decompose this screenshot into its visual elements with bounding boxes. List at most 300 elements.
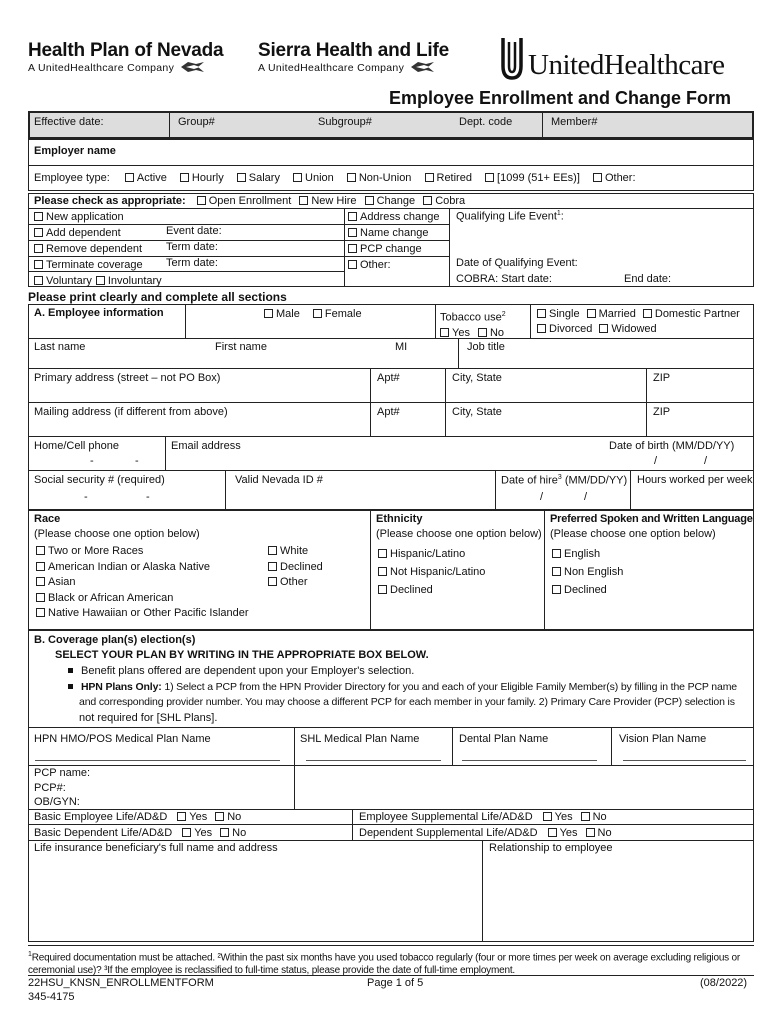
- bullet-icon: [68, 684, 73, 689]
- phone-label[interactable]: Home/Cell phone: [34, 440, 119, 452]
- supp-emp-no-checkbox[interactable]: [581, 811, 607, 823]
- type-label: Salary: [248, 172, 280, 184]
- type-label: Hourly: [191, 172, 224, 184]
- option-label: Address change: [360, 211, 440, 223]
- divider: [458, 338, 459, 368]
- effective-date-label[interactable]: Effective date:: [34, 116, 104, 128]
- checkbox-icon: [552, 549, 561, 558]
- footnote-mark: 3: [557, 474, 562, 481]
- checkbox-icon: [440, 328, 449, 337]
- option-label: Remove dependent: [46, 243, 143, 255]
- checkbox-icon: [643, 309, 652, 318]
- checkbox-icon: [182, 828, 191, 837]
- checkbox-icon: [36, 546, 45, 555]
- gender-group: [264, 308, 362, 320]
- ssn-dash: -: [84, 491, 88, 503]
- footnote-line-2: ceremonial use)? ³If the employee is reclassified to full-time status, please provide the date of full-time employment.: [28, 965, 515, 977]
- checkbox-icon: [548, 828, 557, 837]
- checkbox-icon: [378, 567, 387, 576]
- term-date-label-2[interactable]: Term date:: [166, 257, 218, 269]
- checkbox-icon: [537, 309, 546, 318]
- option-label: Terminate coverage: [46, 259, 143, 271]
- qualifying-event-text: Qualifying Life Event: [456, 210, 557, 223]
- divider: [344, 208, 345, 287]
- pcp-name-label[interactable]: PCP name:: [34, 767, 91, 779]
- ssn-label[interactable]: Social security # (required): [34, 474, 165, 486]
- pcp-block: [34, 766, 90, 810]
- race-title: Race: [34, 513, 61, 525]
- checkbox-icon: [478, 328, 487, 337]
- hire-date-label[interactable]: [501, 474, 627, 487]
- option-label: No: [489, 326, 505, 339]
- employer-name-label[interactable]: Employer name: [34, 145, 116, 157]
- hpn-logo-sub: A UnitedHealthcare Company: [28, 62, 175, 74]
- type-label: Other:: [604, 172, 636, 184]
- hire-slash: /: [584, 491, 588, 503]
- divider: [370, 510, 371, 630]
- option-label: New application: [46, 211, 124, 223]
- footnotes: [28, 948, 754, 977]
- checkbox-icon: [586, 828, 595, 837]
- option-label: Declined: [390, 584, 433, 596]
- zip-label-2[interactable]: ZIP: [653, 406, 671, 418]
- terminate-coverage-checkbox[interactable]: [34, 257, 162, 273]
- race-declined-checkbox[interactable]: [268, 560, 323, 576]
- option-label: Open Enrollment: [208, 195, 292, 207]
- job-title-label[interactable]: Job title: [467, 341, 505, 353]
- obgyn-label[interactable]: OB/GYN:: [34, 796, 80, 808]
- language-option-checkbox[interactable]: [552, 545, 623, 563]
- race-right-list: [268, 544, 323, 591]
- option-label: Other:: [360, 259, 391, 271]
- divider: [28, 470, 754, 471]
- type-salary-checkbox[interactable]: [237, 172, 290, 184]
- phone-dash: -: [90, 455, 94, 467]
- option-label: Voluntary: [46, 275, 92, 287]
- end-date-label[interactable]: End date:: [624, 273, 672, 285]
- checkbox-icon: [36, 577, 45, 586]
- divider: [185, 304, 186, 338]
- type-label: [1099 (51+ EEs)]: [497, 172, 580, 184]
- option-label: No: [597, 826, 612, 839]
- divider: [28, 765, 754, 766]
- language-option-checkbox[interactable]: [552, 563, 623, 581]
- shl-plan-label[interactable]: SHL Medical Plan Name: [300, 733, 420, 745]
- hire-slash: /: [540, 491, 544, 503]
- checkbox-icon: [552, 585, 561, 594]
- checkbox-icon: [268, 577, 277, 586]
- ethnicity-sub: (Please choose one option below): [376, 528, 542, 540]
- checkbox-icon: [423, 196, 432, 205]
- checkbox-icon: [34, 212, 43, 221]
- cobra-checkbox[interactable]: [423, 195, 465, 207]
- apt-label-2[interactable]: Apt#: [377, 406, 400, 418]
- form-code: 345-4175: [28, 991, 75, 1003]
- change-checkbox[interactable]: [365, 195, 421, 207]
- supp-life-block: [359, 810, 612, 841]
- race-other-checkbox[interactable]: [268, 575, 323, 591]
- involuntary-checkbox[interactable]: [96, 275, 162, 287]
- form-title: Employee Enrollment and Change Form: [389, 88, 732, 108]
- checkbox-icon: [215, 812, 224, 821]
- tobacco-group: [440, 307, 506, 341]
- footnote-mark: 1: [556, 210, 561, 217]
- footnote-mark: 2: [501, 311, 506, 318]
- other-change-checkbox[interactable]: [348, 257, 440, 273]
- single-checkbox[interactable]: [537, 308, 587, 320]
- zip-label[interactable]: ZIP: [653, 372, 671, 384]
- city-state-label[interactable]: City, State: [452, 372, 502, 384]
- checkbox-icon: [180, 173, 189, 182]
- checkbox-icon: [293, 173, 302, 182]
- checkbox-icon: [365, 196, 374, 205]
- checkbox-icon: [425, 173, 434, 182]
- form-date: (08/2022): [700, 977, 748, 989]
- subgroup-label[interactable]: Subgroup#: [318, 116, 372, 128]
- ethnicity-list: [378, 545, 485, 599]
- checkbox-icon: [313, 309, 322, 318]
- check-middle-list: [348, 209, 440, 273]
- pcp-number-label[interactable]: PCP#:: [34, 781, 66, 794]
- option-label: Asian: [48, 576, 76, 588]
- option-label: Domestic Partner: [654, 308, 740, 320]
- divider: [28, 338, 754, 339]
- type-active-checkbox[interactable]: [125, 172, 177, 184]
- basic-emp-no-checkbox[interactable]: [215, 811, 241, 823]
- shl-logo-sub: A UnitedHealthcare Company: [258, 62, 405, 74]
- option-label: Name change: [360, 227, 429, 239]
- dob-slash: /: [654, 455, 658, 467]
- option-label: Yes: [194, 826, 213, 839]
- option-label: Other: [280, 576, 308, 588]
- option-label: Declined: [280, 560, 323, 573]
- primary-address-label[interactable]: Primary address (street – not PO Box): [34, 372, 221, 384]
- checkbox-icon: [268, 562, 277, 571]
- hours-label[interactable]: Hours worked per week: [637, 474, 753, 486]
- checkbox-icon: [348, 260, 357, 269]
- basic-dep-no-checkbox[interactable]: [220, 827, 246, 839]
- ethnicity-option-checkbox[interactable]: [378, 563, 485, 581]
- type-label: Non-Union: [358, 172, 412, 184]
- ethnicity-option-checkbox[interactable]: [378, 545, 485, 563]
- male-checkbox[interactable]: [264, 308, 310, 320]
- divider: [28, 402, 754, 403]
- language-title: Preferred Spoken and Written Language: [550, 513, 753, 525]
- footnote-line-1: Required documentation must be attached. ²Within the past six months have you used tobacco regularly (four or more times per week on average excluding religious or: [31, 952, 741, 964]
- check-label: Please check as appropriate:: [34, 195, 186, 207]
- divider: [542, 113, 543, 137]
- checkbox-icon: [552, 567, 561, 576]
- checkbox-icon: [237, 173, 246, 182]
- married-checkbox[interactable]: [587, 308, 643, 320]
- employee-type-row: [34, 172, 636, 184]
- shl-plan-field[interactable]: [306, 760, 441, 761]
- nv-id-label[interactable]: Valid Nevada ID #: [235, 474, 323, 486]
- check-left-list: [34, 209, 162, 289]
- divider: [165, 436, 166, 470]
- ssn-dash: -: [146, 491, 150, 503]
- checkbox-icon: [378, 549, 387, 558]
- option-label: Male: [276, 308, 300, 320]
- option-label: Involuntary: [107, 275, 162, 287]
- voluntary-checkbox[interactable]: [34, 275, 96, 287]
- apt-label[interactable]: Apt#: [377, 372, 400, 384]
- checkbox-icon: [220, 828, 229, 837]
- first-name-label[interactable]: First name: [215, 341, 267, 353]
- last-name-label[interactable]: Last name: [34, 341, 86, 353]
- checkbox-icon: [197, 196, 206, 205]
- race-option-checkbox[interactable]: [36, 606, 249, 622]
- checkbox-icon: [348, 244, 357, 253]
- option-label: Yes: [559, 826, 578, 839]
- hpn-plan-field[interactable]: [35, 760, 280, 761]
- option-label: Yes: [452, 326, 470, 339]
- checkbox-icon: [348, 228, 357, 237]
- vision-plan-label[interactable]: Vision Plan Name: [619, 733, 707, 745]
- option-label: Widowed: [611, 323, 657, 335]
- vision-plan-field[interactable]: [623, 760, 746, 761]
- option-label: Divorced: [549, 323, 593, 335]
- checkbox-icon: [125, 173, 134, 182]
- name-change-checkbox[interactable]: [348, 225, 440, 241]
- hpn-logo: [28, 40, 223, 74]
- checkbox-icon: [36, 608, 45, 617]
- type-other-checkbox[interactable]: [593, 172, 636, 184]
- check-header: [28, 193, 465, 209]
- tobacco-no-checkbox[interactable]: [478, 327, 504, 339]
- tobacco-yes-checkbox[interactable]: [440, 327, 478, 339]
- checkbox-icon: [485, 173, 494, 182]
- checkbox-icon: [177, 812, 186, 821]
- section-a-title: A. Employee information: [34, 307, 164, 319]
- divider: [169, 113, 170, 137]
- domestic-partner-checkbox[interactable]: [643, 308, 740, 320]
- divider: [28, 945, 754, 946]
- new-hire-checkbox[interactable]: [299, 195, 361, 207]
- checkbox-icon: [347, 173, 356, 182]
- print-instruction: Please print clearly and complete all sections: [28, 290, 287, 304]
- form-id: 22HSU_KNSN_ENROLLMENTFORM: [28, 977, 214, 989]
- hire-text: Date of hire: [501, 474, 558, 487]
- divider: [352, 809, 353, 840]
- checkbox-icon: [34, 260, 43, 269]
- shl-logo-title: Sierra Health and Life: [258, 40, 449, 61]
- checkbox-icon: [34, 244, 43, 253]
- dental-plan-field[interactable]: [462, 760, 597, 761]
- option-label: New Hire: [311, 195, 357, 207]
- bullet-2-cont: and corresponding provider number. You may choose a different PCP for each member in your family. 2) Primary Care Provider (PCP) selection is: [79, 696, 735, 708]
- bullet-text: 1) Select a PCP from the HPN Provider Directory for you and each of your Eligible Family Member(s) by filling in the PCP name: [161, 680, 737, 693]
- bullet-bold: HPN Plans Only:: [81, 680, 162, 693]
- section-b-title: B. Coverage plan(s) election(s): [34, 634, 196, 646]
- relationship-label[interactable]: Relationship to employee: [489, 842, 613, 854]
- checkbox-icon: [599, 324, 608, 333]
- add-dependent-checkbox[interactable]: [34, 225, 162, 241]
- type-label: Active: [136, 172, 167, 184]
- checkbox-icon: [96, 276, 105, 285]
- footnote-mark: 1: [28, 951, 32, 958]
- page-number: Page 1 of 5: [367, 977, 424, 989]
- divider: [495, 470, 496, 510]
- divider: [452, 727, 453, 765]
- bullet-text: Benefit plans offered are dependent upon your Employer's selection.: [81, 665, 415, 677]
- type-label: Retired: [436, 172, 472, 184]
- remove-dependent-checkbox[interactable]: [34, 241, 162, 257]
- race-option-checkbox[interactable]: [36, 560, 249, 576]
- hire-format: (MM/DD/YY): [564, 474, 628, 487]
- checkbox-icon: [581, 812, 590, 821]
- open-enrollment-checkbox[interactable]: [197, 195, 297, 207]
- option-label: Yes: [554, 811, 573, 823]
- dental-plan-label[interactable]: Dental Plan Name: [459, 733, 549, 745]
- checkbox-icon: [587, 309, 596, 318]
- dob-slash: /: [704, 455, 708, 467]
- checkbox-icon: [537, 324, 546, 333]
- checkbox-icon: [34, 228, 43, 237]
- marital-group: [537, 307, 740, 337]
- type-nonunion-checkbox[interactable]: [347, 172, 422, 184]
- race-sub: (Please choose one option below): [34, 528, 200, 540]
- option-label: Black or African American: [48, 591, 174, 604]
- race-option-checkbox[interactable]: [36, 591, 249, 607]
- option-label: No: [227, 811, 242, 823]
- divider: [449, 208, 450, 287]
- member-label[interactable]: Member#: [551, 116, 598, 128]
- option-label: Hispanic/Latino: [390, 548, 466, 560]
- language-option-checkbox[interactable]: [552, 581, 623, 599]
- option-label: Cobra: [435, 195, 466, 207]
- type-hourly-checkbox[interactable]: [180, 172, 234, 184]
- divider: [28, 436, 754, 437]
- term-date-label[interactable]: Term date:: [166, 241, 218, 253]
- divider: [225, 470, 226, 510]
- employee-type-label: Employee type:: [34, 172, 110, 184]
- divider: [28, 165, 754, 166]
- bullet-1: [68, 664, 737, 680]
- divider: [544, 510, 545, 630]
- hpn-plan-label[interactable]: HPN HMO/POS Medical Plan Name: [34, 733, 211, 745]
- basic-dependent-life-label: Basic Dependent Life/AD&D: [34, 826, 173, 839]
- section-b-instruction: SELECT YOUR PLAN BY WRITING IN THE APPROPRIATE BOX BELOW.: [55, 649, 429, 661]
- option-label: Not Hispanic/Latino: [390, 566, 486, 578]
- race-option-checkbox[interactable]: [36, 544, 249, 560]
- option-label: Declined: [564, 584, 607, 596]
- uhc-wave-icon: [410, 61, 436, 73]
- race-left-list: [36, 544, 249, 622]
- cobra-start-label[interactable]: COBRA: Start date:: [456, 273, 552, 285]
- divider: [482, 840, 483, 942]
- ethnicity-title: Ethnicity: [376, 513, 423, 525]
- shl-logo: [258, 40, 449, 74]
- date-qualifying-label[interactable]: Date of Qualifying Event:: [456, 257, 578, 269]
- city-state-label-2[interactable]: City, State: [452, 406, 502, 418]
- option-label: White: [280, 545, 309, 557]
- widowed-checkbox[interactable]: [599, 323, 656, 335]
- pcp-change-checkbox[interactable]: [348, 241, 440, 257]
- supp-dep-no-checkbox[interactable]: [586, 827, 612, 839]
- option-label: Married: [598, 308, 636, 320]
- divider: [294, 727, 295, 809]
- option-label: PCP change: [360, 243, 422, 255]
- phone-dash: -: [135, 455, 139, 467]
- basic-dep-yes-checkbox[interactable]: [182, 827, 220, 839]
- checkbox-icon: [348, 212, 357, 221]
- option-label: Non English: [564, 566, 624, 578]
- type-union-checkbox[interactable]: [293, 172, 344, 184]
- divider: [28, 975, 754, 976]
- beneficiary-label[interactable]: Life insurance beneficiary's full name and address: [34, 842, 278, 854]
- checkbox-icon: [543, 812, 552, 821]
- supp-dep-yes-checkbox[interactable]: [548, 827, 586, 839]
- dob-label[interactable]: Date of birth (MM/DD/YY): [609, 440, 735, 452]
- option-label: No: [232, 826, 247, 839]
- checkbox-icon: [593, 173, 602, 182]
- hpn-logo-title: Health Plan of Nevada: [28, 40, 224, 61]
- language-list: [552, 545, 623, 599]
- divider: [435, 304, 436, 338]
- divider: [530, 304, 531, 338]
- mailing-address-label[interactable]: Mailing address (if different from above): [34, 406, 228, 418]
- group-label[interactable]: Group#: [178, 116, 215, 128]
- divider: [28, 727, 754, 728]
- type-1099-checkbox[interactable]: [485, 172, 590, 184]
- address-change-checkbox[interactable]: [348, 209, 440, 225]
- top-row-box: [28, 111, 754, 139]
- option-label: Native Hawaiian or Other Pacific Islander: [48, 607, 249, 619]
- supp-employee-life-label: Employee Supplemental Life/AD&D: [359, 811, 533, 823]
- divider: [630, 470, 631, 510]
- dept-code-label[interactable]: Dept. code: [459, 116, 513, 128]
- uhc-u-icon: [500, 36, 524, 80]
- option-label: Two or More Races: [48, 545, 144, 557]
- option-label: Change: [376, 195, 416, 207]
- basic-emp-yes-checkbox[interactable]: [177, 811, 215, 823]
- type-label: Union: [305, 172, 334, 184]
- email-label[interactable]: Email address: [171, 440, 241, 452]
- language-sub: (Please choose one option below): [550, 528, 716, 540]
- checkbox-icon: [268, 546, 277, 555]
- divider: [611, 727, 612, 765]
- option-label: American Indian or Alaska Native: [48, 560, 211, 573]
- bullet-2-cont: not required for [SHL Plans].: [79, 711, 218, 724]
- checkbox-icon: [378, 585, 387, 594]
- checkbox-icon: [299, 196, 308, 205]
- female-checkbox[interactable]: [313, 308, 362, 320]
- race-white-checkbox[interactable]: [268, 544, 323, 560]
- event-date-label[interactable]: Event date:: [166, 225, 222, 237]
- new-application-checkbox[interactable]: [34, 209, 162, 225]
- basic-life-block: [34, 810, 246, 841]
- race-option-checkbox[interactable]: [36, 575, 249, 591]
- uhc-wave-icon: [180, 61, 206, 73]
- option-label: Single: [549, 308, 580, 320]
- checkbox-icon: [36, 593, 45, 602]
- mi-label[interactable]: MI: [395, 341, 408, 353]
- divorced-checkbox[interactable]: [537, 323, 599, 335]
- option-label: Add dependent: [46, 227, 121, 239]
- uhc-brand: UnitedHealthcare: [528, 49, 725, 81]
- supp-dependent-life-label: Dependent Supplemental Life/AD&D: [359, 826, 538, 839]
- tobacco-label: [440, 307, 506, 326]
- ethnicity-option-checkbox[interactable]: [378, 581, 485, 599]
- supp-emp-yes-checkbox[interactable]: [543, 811, 581, 823]
- bullet-icon: [68, 668, 73, 673]
- type-retired-checkbox[interactable]: [425, 172, 482, 184]
- section-b-bullets: [68, 664, 737, 726]
- qualifying-event-label[interactable]: Qualifying Life Event$^1$:: [456, 210, 564, 223]
- basic-employee-life-label: Basic Employee Life/AD&D: [34, 811, 168, 823]
- bullet-2: [68, 680, 737, 696]
